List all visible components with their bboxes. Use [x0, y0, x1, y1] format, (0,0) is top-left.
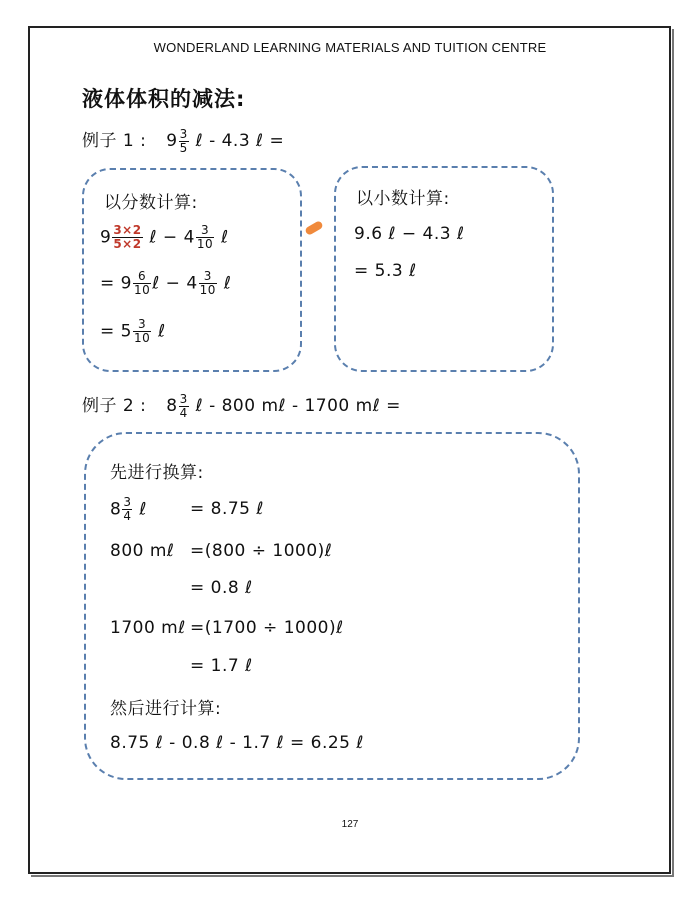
fm-l1-fraction-2 [196, 224, 214, 251]
example-2-line [82, 391, 401, 420]
fm-l3-fraction [133, 318, 151, 345]
fm-l2-fraction-2 [199, 270, 217, 297]
fm-l1-denominator-2: 10 [196, 237, 214, 251]
fm-l2-start: = 9 [100, 273, 132, 294]
conversion-row-1-result: = 8.75 ℓ [190, 499, 264, 519]
fm-l1-fraction [112, 224, 142, 251]
fm-l1-denominator: 5×2 [113, 237, 142, 251]
fraction-method-line-3 [100, 318, 166, 345]
page-number: 127 [341, 819, 359, 830]
cv-r1-whole: 8 [110, 499, 122, 520]
conversion-row-4-result: =(1700 ÷ 1000)ℓ [190, 618, 344, 638]
fm-l3-denominator: 10 [133, 331, 151, 345]
fraction-method-title: 以分数计算: [104, 193, 198, 213]
conversion-row-3-result: = 0.8 ℓ [190, 578, 253, 598]
final-calculation: 8.75 ℓ - 0.8 ℓ - 1.7 ℓ = 6.25 ℓ [110, 733, 364, 753]
fm-l1-numerator: 3×2 [113, 223, 142, 237]
conversion-row-4-left: 1700 mℓ [110, 618, 186, 638]
example-1-fraction [179, 128, 189, 155]
example-1-whole: 9 [166, 131, 178, 151]
fm-l2-numerator-2: 3 [203, 269, 212, 283]
example-1-line [82, 126, 284, 155]
conversion-row-2-result: =(800 ÷ 1000)ℓ [190, 541, 333, 561]
calculation-title: 然后进行计算: [110, 699, 222, 719]
cv-r1-denominator: 4 [123, 509, 132, 523]
fm-l2-numerator: 6 [138, 269, 147, 283]
cv-r1-unit: ℓ [139, 499, 147, 520]
fm-l1-numerator-2: 3 [200, 223, 210, 237]
example-2-numerator: 3 [179, 391, 188, 406]
fm-l2-mid: ℓ − 4 [152, 273, 198, 294]
example-2-fraction [179, 393, 189, 420]
example-1-denominator: 5 [179, 140, 188, 155]
fm-l1-end: ℓ [221, 227, 229, 248]
fraction-method-line-2 [100, 270, 231, 297]
fm-l2-fraction [133, 270, 151, 297]
fm-l1-mid: ℓ − 4 [149, 227, 195, 248]
conversion-title: 先进行换算: [110, 463, 204, 483]
fm-l1-whole: 9 [100, 227, 112, 248]
lesson-title: 液体体积的减法: [82, 87, 246, 111]
conversion-row-2-left: 800 mℓ [110, 541, 175, 561]
conversion-row-5-result: = 1.7 ℓ [190, 656, 253, 676]
example-2-label: 例子 2 : [82, 396, 147, 416]
decimal-method-title: 以小数计算: [356, 189, 450, 209]
fm-l3-start: = 5 [100, 321, 132, 342]
example-1-label: 例子 1 : [82, 131, 147, 151]
fm-l3-end: ℓ [158, 321, 166, 342]
decimal-method-line-2: = 5.3 ℓ [354, 261, 417, 281]
example-2-denominator: 4 [179, 405, 188, 420]
cv-r1-fraction [122, 496, 132, 523]
conversion-row-1-left [110, 496, 147, 523]
example-2-rest: ℓ - 800 mℓ - 1700 mℓ = [195, 396, 401, 416]
example-2-whole: 8 [166, 396, 178, 416]
page-header: WONDERLAND LEARNING MATERIALS AND TUITION CENTRE [153, 40, 547, 55]
fm-l2-denominator: 10 [133, 283, 151, 297]
fm-l2-end: ℓ [223, 273, 232, 294]
fraction-method-line-1 [100, 224, 229, 251]
fm-l2-denominator-2: 10 [199, 283, 216, 297]
cv-r1-numerator: 3 [123, 495, 132, 509]
fm-l3-numerator: 3 [138, 317, 147, 331]
example-1-rest: ℓ - 4.3 ℓ = [195, 131, 285, 151]
conversion-box [84, 432, 580, 780]
example-1-numerator: 3 [179, 126, 188, 141]
decimal-method-line-1: 9.6 ℓ − 4.3 ℓ [354, 224, 465, 244]
